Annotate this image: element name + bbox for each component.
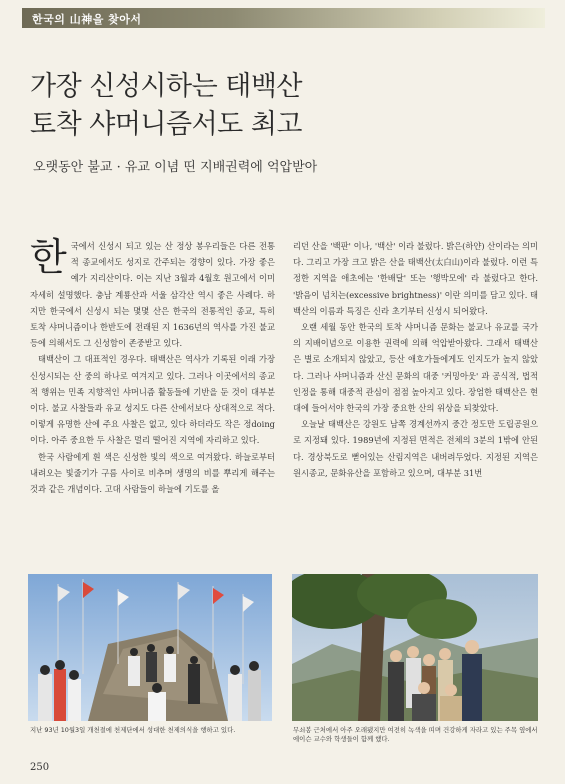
page-number: 250 (30, 762, 50, 773)
photo-caption-right: 무쇠봉 근처에서 아주 오래됐지만 여전히 녹색을 띠며 건강하게 자라고 있는 주목 옆에서 에이슨 교수와 학생들이 함께 했다. (293, 726, 538, 743)
body-paragraph: 리던 산을 '백판' 이나, '백산' 이라 불렀다. 밝은(하얀) 산이라는 의미다. 그리고 가장 크고 밝은 산을 태백산(太白山)이라 불렀다. 이런 특정한 지역을 애초에는 '한배달' 또는 '행박모에' 라 불렀다고 한다. '밝음이 넘치는(excessive brightness)' 이란 의미를 담고 있다. 태백산의 이름과 특징은 신라 초기부터 신성시 되어왔다. (293, 241, 538, 316)
ceremony-photo (28, 574, 272, 721)
body-paragraph-text: 국에서 신성시 되고 있는 산 정상 봉우리들은 다른 전통적 종교에서도 성지로 간주되는 경향이 있다. 가장 좋은 예가 지리산이다. 이는 지난 3월과 4월호 원고에서 이미 자세히 설명했다. 충남 계룡산과 서울 삼각산 역시 좋은 사례다. 하지만 한국에서 신성시 되는 몇몇 산은 한국의 전통적인 종교, 특히 토착 샤머니즘이나 한반도에 전래된 지 1636년의 역사를 가진 불교 등에 의해서도 그 신성함이 존중받고 있다. (30, 241, 275, 349)
body-paragraph: 오랜 세월 동안 한국의 토착 샤머니즘 문화는 불교나 유교를 국가의 지배이념으로 이용한 권력에 의해 억압받아왔다. 그래서 태백산은 별로 소개되지 않았고, 등산 애호가들에게도 인지도가 높지 않았다. 그러나 샤머니즘과 산신 문화의 대중 '커밍아웃' 과 공식적, 법적 인정을 통해 대중적 관심이 점점 높아지고 있다. 장엄한 태백산은 현대에 들어서야 한국의 가장 중요한 산의 위상을 되찾았다. (293, 322, 538, 414)
body-column-right (293, 238, 538, 481)
body-paragraph: 오늘날 태백산은 강원도 남쪽 경계선까지 중간 정도만 도립공원으로 지정돼 있다. 1989년에 지정된 면적은 전체의 3분의 1밖에 안된다. 경상북도로 뻗어있는 산림지역은 내버려두었다. 지정된 지역은 원시종교, 문화유산을 포함하고 있으며, 대부분 31번 (293, 419, 538, 478)
photo-caption-left: 지난 93년 10월3일 개천절에 천제단에서 성대한 천제의식을 행하고 있다. (30, 726, 236, 734)
article-title-line1: 가장 신성시하는 태백산 (30, 71, 302, 102)
body-paragraph: 한국 사람에게 흰 색은 신성한 빛의 색으로 여겨왔다. 하늘로부터 내려오는 빛줄기가 구름 사이로 비추며 생명의 비를 뿌리게 해주는 것과 같은 개념이다. 고대 사람들이 하늘에 기도를 올 (30, 451, 275, 495)
body-paragraph (30, 235, 275, 351)
group-photo (292, 574, 538, 721)
section-label: 한국의 山神을 찾아서 (32, 13, 142, 26)
article-title-line2: 토착 샤머니즘서도 최고 (30, 109, 302, 140)
drop-cap: 한 (30, 235, 67, 279)
body-column-left (30, 235, 275, 497)
article-subtitle: 오랫동안 불교 · 유교 이념 띤 지배권력에 억압받아 (33, 160, 318, 175)
body-paragraph: 태백산이 그 대표적인 경우다. 태백산은 역사가 기록된 이래 가장 신성시되는 산 중의 하나로 여겨지고 있다. 그러나 이곳에서의 종교적 행위는 민족 지향적인 샤머니즘 활동들에 기반을 둔 것이 대부분이다. 불교 사찰들과 유교 성지도 다른 산에서보다 상대적으로 적다. 이렇게 유명한 산에 주요 사찰은 없고, 있다 하더라도 작은 정doing이다. 아주 중요한 두 사찰은 멀리 떨어진 지역에 자리하고 있다. (30, 354, 275, 446)
section-label-bar (22, 8, 545, 28)
